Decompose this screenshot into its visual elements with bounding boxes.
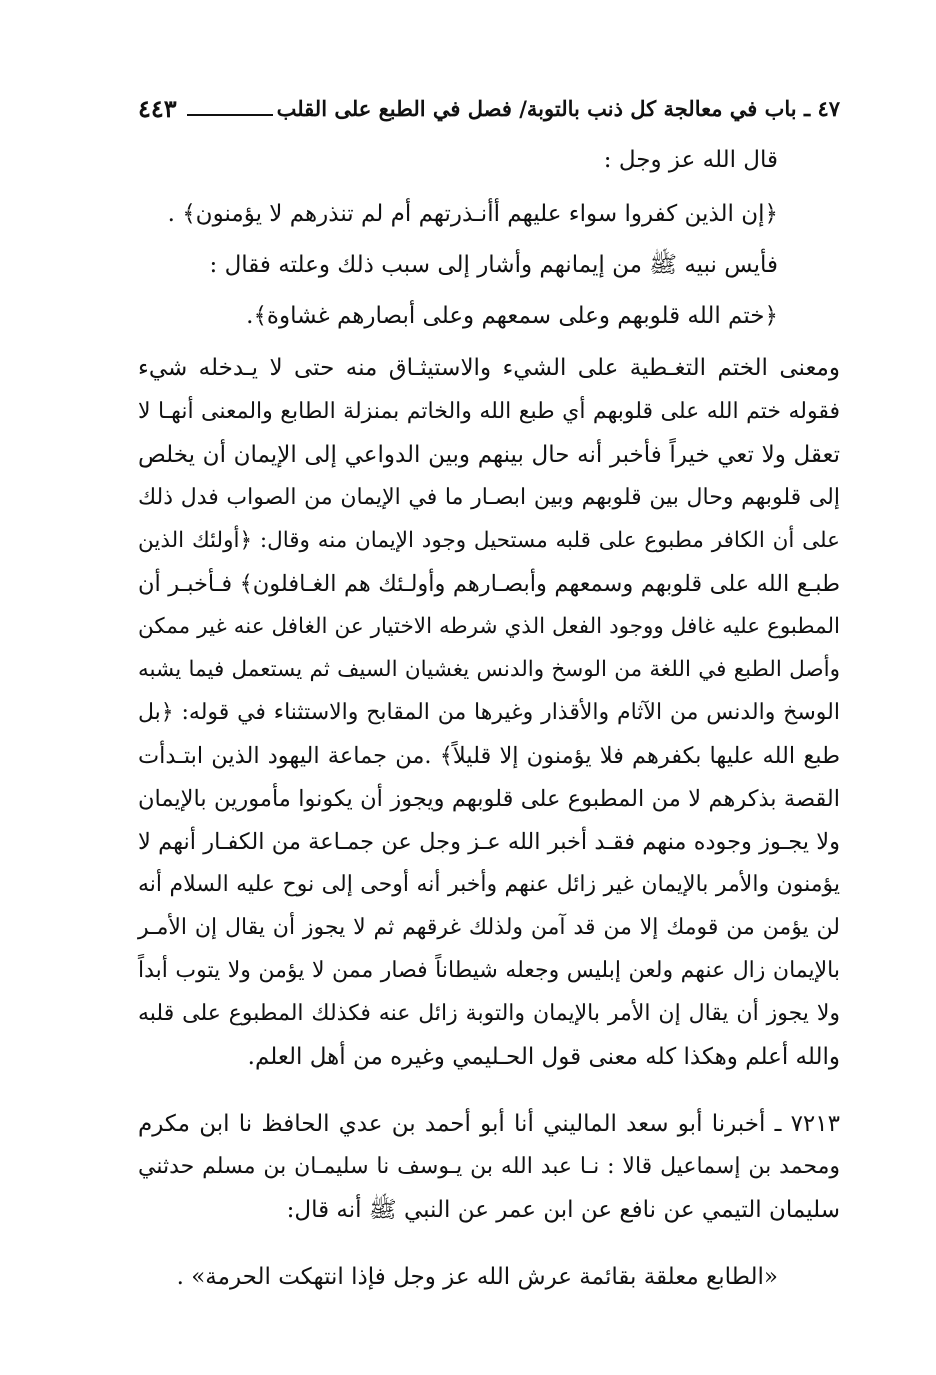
text-line: والله أعلم وهكذا كله معنى قول الحـليمي وغيره من أهل العلم. — [247, 1044, 840, 1070]
text-line: طبـع الله على قلوبهم وسمعهم وأبصـارهم وأولـئك هم الغـافلون﴾ فـأخبـر أن — [138, 571, 840, 597]
text-line: ولا يجـوز وجوده منهم فقـد أخبر الله عـز وجل عن جمـاعة من الكفـار أنهم لا — [138, 829, 840, 855]
hadith-isnad: ٧٢١٣ ـ أخبرنا أبو سعد الماليني أنا أبو أحمد بن عدي الحافظ نا ابن مكرم — [138, 1111, 840, 1137]
text-line: فأيس نبيه ﷺ من إيمانهم وأشار إلى سبب ذلك وعلته فقال : — [209, 252, 778, 278]
quran-verse: ﴿ختم الله قلوبهم وعلى سمعهم وعلى أبصارهم غشاوة﴾. — [246, 303, 778, 329]
text-line: فقوله ختم الله على قلوبهم أي طبع الله والخاتم بمنزلة الطابع والمعنى أنهـا لا — [138, 399, 840, 424]
hadith-isnad: ومحمد بن إسماعيل قالا : نـا عبد الله بن يـوسف نا سليمـان بن مسلم حدثني — [138, 1154, 840, 1179]
hadith-matn: «الطابع معلقة بقائمة عرش الله عز وجل فإذا انتهكت الحرمة» . — [176, 1264, 778, 1290]
text-line: طبع الله عليها بكفرهم فلا يؤمنون إلا قليلاً﴾ .من جماعة اليهود الذين ابتـدأت — [138, 743, 840, 769]
text-line: المطبوع عليه غافل ووجود الفعل الذي شرطه الاختيار عن الغافل عنه غير ممكن — [138, 614, 840, 639]
text-line: إلى قلوبهم وحال بين قلوبهم وبين ابصـار ما في الإيمان من الصواب فدل ذلك — [138, 485, 840, 510]
text-line: تعقل ولا تعي خيراً فأخبر أنه حال بينهم وبين الدواعي إلى الإيمان أن يخلص — [138, 442, 840, 468]
text-line: وأصل الطبع في اللغة من الوسخ والدنس يغشيان السيف ثم يستعمل فيما يشبه — [138, 657, 840, 682]
text-line: الوسخ والدنس من الآثام والأقذار وغيرها من المقابح والاستثناء في قوله: ﴿بل — [138, 700, 840, 725]
text-line: على أن الكافر مطبوع على قلبه مستحيل وجود الإيمان منه وقال: ﴿أولئك الذين — [138, 528, 840, 553]
text-line: يؤمنون والأمر بالإيمان غير زائل عنهم وأخبر أنه أوحى إلى نوح عليه السلام أنه — [138, 872, 840, 897]
page-number: ٤٤٣ — [138, 94, 177, 123]
text-line: ومعنى الختم التغـطية على الشيء والاستيثـاق منه حتى لا يـدخله شيء — [138, 355, 840, 381]
text-line: لن يؤمن من قومك إلا من قد آمن ولذلك غرقهم ثم لا يجوز أن يقال إن الأمـر — [138, 915, 840, 940]
text-line: قال الله عز وجل : — [603, 147, 778, 173]
text-line: ولا يجوز أن يقال إن الأمر بالإيمان والتوبة زائل عنه فكذلك المطبوع على قلبه — [138, 1001, 840, 1026]
running-header — [138, 84, 840, 124]
header-title: ٤٧ ـ باب في معالجة كل ذنب بالتوبة/ فصل في الطبع على القلب — [276, 96, 840, 121]
quran-verse: ﴿إن الذين كفروا سواء عليهم أأنـذرتهم أم لم تنذرهم لا يؤمنون﴾ . — [167, 201, 778, 227]
text-line: القصة بذكرهم لا من المطبوع على قلوبهم ويجوز أن يكونوا مأمورين بالإيمان — [138, 786, 840, 812]
text-line: بالإيمان زال عنهم ولعن إبليس وجعله شيطاناً فصار ممن لا يؤمن ولا يتوب أبداً — [138, 958, 840, 983]
hadith-isnad: سليمان التيمي عن نافع عن ابن عمر عن النبي ﷺ أنه قال: — [286, 1197, 840, 1223]
header-rule — [187, 114, 273, 116]
